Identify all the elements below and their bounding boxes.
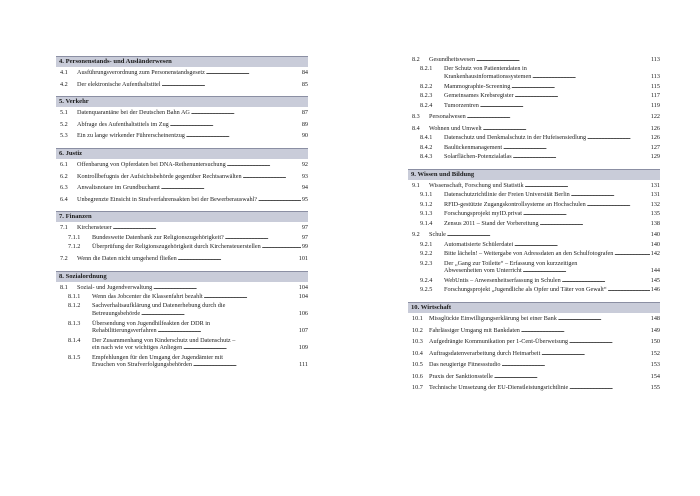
dot-leader: [521, 327, 650, 336]
toc-entry-8-1-2[interactable]: [56, 302, 308, 310]
toc-entry-7-2[interactable]: [56, 255, 308, 264]
dot-leader: [514, 241, 649, 250]
toc-entry-9-2-1[interactable]: [408, 241, 660, 250]
section-heading[interactable]: 4. Personenstands- und Ausländerwesen: [56, 56, 308, 67]
toc-entry-8-1-1[interactable]: [56, 293, 308, 302]
dot-leader: [541, 350, 649, 359]
toc-page-number: 154: [650, 372, 660, 380]
toc-entry-title: Forschungsprojekt myID.privat: [444, 210, 523, 218]
toc-entry-10-4[interactable]: [408, 350, 660, 359]
dot-leader: [502, 361, 650, 370]
toc-entry-6-3[interactable]: [56, 184, 308, 193]
dot-leader: [170, 121, 301, 130]
toc-entry-number: 8.1.4: [68, 336, 81, 344]
dot-leader: [587, 201, 650, 210]
toc-entry-5-1[interactable]: [56, 109, 308, 118]
dot-leader: [204, 293, 298, 302]
dot-leader: [476, 56, 650, 65]
right-toc-column: [408, 56, 660, 393]
dot-leader: [614, 250, 649, 259]
toc-page-number: 126: [650, 134, 660, 142]
toc-page-number: 138: [650, 219, 660, 227]
section-heading[interactable]: 5. Verkehr: [56, 96, 308, 107]
toc-entry-number: 10.7: [412, 384, 423, 392]
dot-leader: [243, 173, 301, 182]
toc-entry-9-1-2[interactable]: [408, 201, 660, 210]
toc-page-number: 148: [650, 314, 660, 322]
toc-entry-8-3[interactable]: [408, 113, 660, 122]
toc-entry-8-2-2[interactable]: [408, 83, 660, 92]
toc-page-number: 145: [650, 276, 660, 284]
toc-page-number: 89: [301, 120, 308, 128]
dot-leader: [191, 109, 301, 118]
toc-entry-title: Gemeinsames Krebsregister: [444, 92, 514, 100]
toc-entry-number: 8.2: [412, 56, 420, 63]
toc-entry-number: 8.4: [412, 124, 420, 132]
toc-entry-title: Unbegrenzte Einsicht in Strafverfahrensakten bei der Bewerberauswahl?: [77, 195, 258, 203]
toc-entry-number: 4.1: [60, 69, 68, 76]
toc-entry-number: 9.1.1: [420, 191, 433, 199]
toc-entry-number: 8.2.2: [420, 82, 433, 90]
toc-entry-number: 8.1.3: [68, 319, 81, 327]
toc-entry-number: 10.4: [412, 349, 423, 357]
toc-entry-number: 9.2.4: [420, 276, 433, 284]
toc-entry-number: 8.3: [412, 113, 420, 121]
toc-entry-title: Fahrlässiger Umgang mit Bankdaten: [429, 326, 520, 334]
toc-entry-9-2-3[interactable]: [408, 260, 660, 268]
toc-entry-9-1-4[interactable]: [408, 220, 660, 229]
dot-leader: [158, 327, 298, 336]
dot-leader: [503, 144, 650, 153]
toc-entry-title: Forschungsprojekt „Jugendliche als Opfer und Täter von Gewalt“: [444, 286, 607, 294]
toc-entry-number: 8.1.2: [68, 302, 81, 310]
dot-leader: [262, 243, 301, 252]
toc-entry-10-5[interactable]: [408, 361, 660, 370]
toc-entry-title-continued: Betreuungsbehörde: [92, 310, 141, 318]
toc-entry-5-3[interactable]: [56, 132, 308, 141]
toc-entry-number: 9.1.2: [420, 200, 433, 208]
toc-entry-number: 6.4: [60, 195, 68, 203]
toc-entry-title: Sachverhaltsaufklärung und Datenerhebung durch die: [92, 302, 226, 310]
section-heading[interactable]: 8. Sozialordnung: [56, 271, 308, 282]
toc-page-number: 126: [650, 124, 660, 132]
toc-entry-title: Anwaltsnotare im Grundbuchamt: [77, 184, 160, 192]
toc-page-number: 127: [650, 143, 660, 151]
toc-entry-8-1-5[interactable]: [56, 354, 308, 362]
toc-entry-number: 7.1.2: [68, 243, 81, 251]
dot-leader: [113, 224, 301, 233]
dot-leader: [483, 125, 650, 134]
dot-leader: [511, 83, 650, 92]
toc-entry-title: Mammographie-Screening: [444, 82, 511, 90]
dot-leader: [447, 231, 650, 240]
toc-entry-title: Offenbarung von Opferdaten bei DNA-Reihenuntersuchung: [77, 160, 226, 168]
toc-entry-title: Datenschutzrichtlinie der Freien Universität Berlin: [444, 191, 570, 199]
toc-page-number: 146: [650, 286, 660, 294]
section-heading[interactable]: 6. Justiz: [56, 148, 308, 159]
toc-entry-6-4[interactable]: [56, 196, 308, 205]
toc-entry-continuation[interactable]: [408, 267, 660, 276]
dot-leader: [206, 69, 301, 78]
toc-entry-8-4-2[interactable]: [408, 144, 660, 153]
dot-leader: [161, 184, 301, 193]
toc-section: [56, 96, 308, 141]
toc-page-number: 101: [298, 254, 308, 262]
toc-entry-number: 7.1.1: [68, 233, 81, 241]
toc-entry-title: Der Zusammenhang von Kinderschutz und Datenschutz –: [92, 336, 236, 344]
toc-page-number: 85: [301, 80, 308, 88]
toc-entry-9-1-1[interactable]: [408, 191, 660, 200]
toc-entry-number: 10.1: [412, 314, 423, 322]
toc-entry-number: 8.1: [60, 283, 68, 291]
toc-page-number: 140: [650, 240, 660, 248]
dot-leader: [153, 284, 297, 293]
toc-entry-title: Empfehlungen für den Umgang der Jugendämter mit: [92, 353, 223, 361]
toc-page-number: 132: [650, 200, 660, 208]
toc-entry-9-1[interactable]: [408, 182, 660, 191]
toc-entry-title: Kontrollbefugnis der Aufsichtsbehörde gegenüber Rechtsanwälten: [77, 172, 242, 180]
toc-entry-number: 10.2: [412, 326, 423, 334]
toc-page-number: 122: [650, 113, 660, 121]
toc-page-number: 94: [301, 184, 308, 192]
dot-leader: [141, 310, 298, 319]
dot-leader: [515, 92, 650, 101]
toc-entry-number: 10.5: [412, 361, 423, 369]
section-heading[interactable]: 9. Wissen und Bildung: [408, 169, 660, 180]
toc-entry-title-continued: Rehabilitierungsverfahren: [92, 327, 157, 335]
toc-entry-title: Ausführungsverordnung zum Personenstandsgesetz: [77, 69, 205, 76]
toc-entry-number: 8.4.2: [420, 143, 433, 151]
toc-page-number: 107: [298, 327, 308, 335]
toc-entry-title: Das neugierige Fitnessstudio: [429, 361, 501, 369]
toc-entry-title: Zensus 2011 – Stand der Vorbereitung: [444, 219, 539, 227]
toc-page-number: 109: [298, 344, 308, 352]
toc-entry-number: 9.1.4: [420, 219, 433, 227]
toc-entry-8-1[interactable]: [56, 284, 308, 293]
toc-entry-continuation[interactable]: [56, 361, 308, 370]
toc-entry-title-continued: Ersuchen von Strafverfolgungsbehörden: [92, 361, 193, 369]
dot-leader: [178, 255, 298, 264]
toc-entry-number: 10.6: [412, 372, 423, 380]
toc-entry-number: 8.1.1: [68, 292, 81, 300]
toc-entry-number: 7.2: [60, 254, 68, 262]
toc-entry-8-4-3[interactable]: [408, 153, 660, 162]
toc-page-number: 106: [298, 310, 308, 318]
toc-page-number: 113: [650, 56, 660, 63]
toc-entry-number: 6.1: [60, 160, 68, 168]
toc-entry-number: 7.1: [60, 224, 68, 232]
toc-entry-8-2-1[interactable]: [408, 65, 660, 73]
dot-leader: [558, 315, 650, 324]
toc-page-number: 142: [650, 250, 660, 258]
toc-entry-10-1[interactable]: [408, 315, 660, 324]
dot-leader: [480, 102, 650, 111]
toc-entry-number: 6.3: [60, 184, 68, 192]
toc-entry-title: Übersendung von Jugendhilfeakten der DDR in: [92, 319, 211, 327]
toc-entry-number: 5.2: [60, 120, 68, 128]
toc-entry-title: Sozial- und Jugendverwaltung: [77, 283, 153, 291]
toc-page-number: 113: [650, 73, 660, 81]
toc-entry-4-2[interactable]: [56, 81, 308, 90]
toc-entry-number: 9.2.5: [420, 286, 433, 294]
toc-entry-number: 5.3: [60, 132, 68, 140]
toc-entry-9-2-2[interactable]: [408, 250, 660, 259]
dot-leader: [186, 132, 301, 141]
toc-entry-4-1[interactable]: [56, 69, 308, 78]
toc-entry-10-6[interactable]: [408, 373, 660, 382]
dot-leader: [225, 234, 301, 243]
toc-entry-number: 9.2.1: [420, 240, 433, 248]
toc-entry-title: Bitte lächeln! – Weitergabe von Adressdaten an den Schulfotografen: [444, 250, 614, 258]
toc-entry-10-7[interactable]: [408, 384, 660, 393]
toc-entry-title: Personalwesen: [429, 113, 466, 121]
toc-entry-title: Wohnen und Umwelt: [429, 124, 482, 132]
toc-entry-10-3[interactable]: [408, 338, 660, 347]
toc-section: [56, 148, 308, 204]
toc-page-number: 131: [650, 191, 660, 199]
toc-entry-title-continued: Abwesenheiten vom Unterricht: [444, 267, 522, 275]
dot-leader: [562, 277, 650, 286]
toc-page-number: 99: [301, 243, 308, 251]
toc-entry-title: Ein zu lange wirkender Führerscheinentzug: [77, 132, 185, 140]
toc-entry-title: Tumorzentren: [444, 101, 479, 109]
toc-entry-continuation[interactable]: [408, 73, 660, 82]
toc-page-number: 97: [301, 233, 308, 241]
toc-entry-9-2-5[interactable]: [408, 286, 660, 295]
toc-page-number: 140: [650, 231, 660, 239]
toc-entry-8-2-3[interactable]: [408, 92, 660, 101]
toc-entry-number: 9.2.3: [420, 259, 433, 267]
toc-page-number: 104: [298, 292, 308, 300]
toc-entry-title: Wenn das Jobcenter die Klassenfahrt bezahlt: [92, 292, 203, 300]
toc-entry-title: Solarflächen-Potenzialatlas: [444, 153, 512, 161]
toc-entry-6-2[interactable]: [56, 173, 308, 182]
toc-page-number: 97: [301, 224, 308, 232]
toc-entry-10-2[interactable]: [408, 327, 660, 336]
toc-entry-title: Wissenschaft, Forschung und Statistik: [429, 181, 524, 189]
dot-leader: [494, 373, 650, 382]
dot-leader: [523, 210, 650, 219]
toc-entry-number: 8.1.5: [68, 353, 81, 361]
toc-page-number: 95: [301, 195, 308, 203]
toc-page-number: 117: [650, 92, 660, 100]
toc-page-number: 104: [298, 283, 308, 291]
dot-leader: [569, 338, 650, 347]
toc-entry-7-1[interactable]: [56, 224, 308, 233]
toc-entry-number: 9.1.3: [420, 210, 433, 218]
dot-leader: [571, 191, 650, 200]
toc-entry-title: Datenquarantäne bei der Deutschen Bahn AG: [77, 109, 190, 117]
toc-entry-9-2[interactable]: [408, 231, 660, 240]
toc-page-number: 150: [650, 338, 660, 346]
toc-page-number: 153: [650, 361, 660, 369]
toc-entry-title-continued: Krankenhausinformationssystemen: [444, 73, 532, 81]
toc-entry-number: 8.4.1: [420, 134, 433, 142]
toc-entry-title: Auftragsdatenverarbeitung durch Heimarbeit: [429, 349, 541, 357]
toc-entry-title: Technische Umsetzung der EU-Dienstleistungsrichtlinie: [429, 384, 569, 392]
toc-section: [56, 56, 308, 89]
toc-entry-title: Wenn die Daten nicht umgehend fließen: [77, 254, 177, 262]
toc-entry-number: 5.1: [60, 109, 68, 117]
dot-leader: [587, 134, 650, 143]
toc-entry-8-1-4[interactable]: [56, 337, 308, 345]
toc-page-number: 92: [301, 160, 308, 168]
toc-entry-number: 4.2: [60, 80, 68, 88]
dot-leader: [540, 220, 650, 229]
toc-entry-8-4-1[interactable]: [408, 134, 660, 143]
dot-leader: [162, 81, 301, 90]
toc-entry-title: Aufgedrängte Kommunikation per 1-Cent-Überweisung: [429, 338, 569, 346]
dot-leader: [467, 113, 650, 122]
toc-entry-title: Kirchensteuer: [77, 224, 112, 232]
toc-entry-title-continued: ein nach wie vor wichtiges Anliegen: [92, 344, 183, 352]
toc-entry-title: Bundesweite Datenbank zur Religionszugehörigkeit?: [92, 233, 224, 241]
toc-entry-9-1-3[interactable]: [408, 210, 660, 219]
dot-leader: [193, 361, 298, 370]
toc-entry-8-2[interactable]: [408, 56, 660, 65]
toc-entry-number: 8.2.3: [420, 92, 433, 100]
toc-entry-title: WebUntis – Anwesenheitserfassung in Schulen: [444, 276, 561, 284]
toc-entry-7-1-2[interactable]: [56, 243, 308, 252]
toc-entry-number: 9.1: [412, 181, 420, 189]
toc-page-number: 152: [650, 349, 660, 357]
section-heading[interactable]: 7. Finanzen: [56, 211, 308, 222]
dot-leader: [183, 344, 298, 353]
toc-page-number: 115: [650, 82, 660, 90]
toc-page-number: 129: [650, 153, 660, 161]
toc-section: [56, 211, 308, 263]
toc-entry-continuation[interactable]: [56, 310, 308, 319]
toc-section: [56, 271, 308, 370]
toc-entry-title: Abfrage des Aufenthaltstitels im Zug: [77, 120, 169, 128]
dot-leader: [569, 384, 649, 393]
toc-page-number: 111: [299, 361, 308, 369]
toc-entry-title: Gesundheitswesen: [429, 56, 476, 63]
toc-page-number: 93: [301, 172, 308, 180]
dot-leader: [258, 196, 301, 205]
right-page: [350, 0, 700, 496]
toc-entry-number: 10.3: [412, 338, 423, 346]
toc-page-number: 90: [301, 132, 308, 140]
toc-page-number: 144: [650, 267, 660, 275]
toc-entry-6-1[interactable]: [56, 161, 308, 170]
toc-section: [408, 302, 660, 393]
dot-leader: [525, 182, 650, 191]
toc-entry-title: Missglückte Einwilligungserklärung bei einer Bank: [429, 314, 557, 322]
dot-leader: [523, 267, 650, 276]
dot-leader: [608, 286, 650, 295]
toc-entry-title: Automatisierte Schülerdatei: [444, 240, 514, 248]
left-toc-column: [56, 56, 308, 370]
toc-entry-5-2[interactable]: [56, 121, 308, 130]
toc-page-number: 119: [650, 101, 660, 109]
toc-entry-title: Schule: [429, 231, 446, 239]
dot-leader: [532, 73, 650, 82]
toc-entry-number: 8.2.4: [420, 101, 433, 109]
toc-entry-title: Der „Gang zur Toilette“ – Erfassung von kurzzeitigen: [444, 259, 578, 267]
toc-entry-title: Datenschutz und Denkmalschutz in der Hufeisensiedlung: [444, 134, 587, 142]
toc-page-number: 155: [650, 384, 660, 392]
toc-entry-title: Praxis der Sanktionsstelle: [429, 372, 493, 380]
toc-entry-continuation[interactable]: [56, 344, 308, 353]
toc-page-number: 84: [301, 69, 308, 76]
toc-page-number: 87: [301, 109, 308, 117]
toc-entry-continuation[interactable]: [56, 327, 308, 336]
dot-leader: [513, 153, 650, 162]
section-heading[interactable]: 10. Wirtschaft: [408, 302, 660, 313]
toc-entry-8-2-4[interactable]: [408, 102, 660, 111]
toc-entry-number: 6.2: [60, 172, 68, 180]
toc-page-number: 135: [650, 210, 660, 218]
toc-entry-number: 8.4.3: [420, 153, 433, 161]
toc-entry-title: Überprüfung der Religionszugehörigkeit durch Kirchensteuerstellen: [92, 243, 261, 251]
toc-section: [408, 169, 660, 295]
toc-entry-title: Der elektronische Aufenthaltstitel: [77, 80, 161, 88]
toc-entry-number: 9.2: [412, 231, 420, 239]
toc-entry-8-1-3[interactable]: [56, 320, 308, 328]
toc-entry-title: Der Schutz von Patientendaten in: [444, 65, 527, 73]
toc-entry-9-2-4[interactable]: [408, 277, 660, 286]
dot-leader: [227, 161, 301, 170]
toc-entry-8-4[interactable]: [408, 125, 660, 134]
toc-entry-number: 8.2.1: [420, 65, 433, 73]
toc-entry-title: RFID-gestützte Zugangskontrollsysteme an Hochschulen: [444, 200, 586, 208]
toc-entry-7-1-1[interactable]: [56, 234, 308, 243]
toc-entry-number: 9.2.2: [420, 250, 433, 258]
toc-entry-title: Baulückenmanagement: [444, 143, 503, 151]
toc-page-number: 149: [650, 326, 660, 334]
toc-section-continued: [408, 56, 660, 162]
toc-page-number: 131: [650, 181, 660, 189]
